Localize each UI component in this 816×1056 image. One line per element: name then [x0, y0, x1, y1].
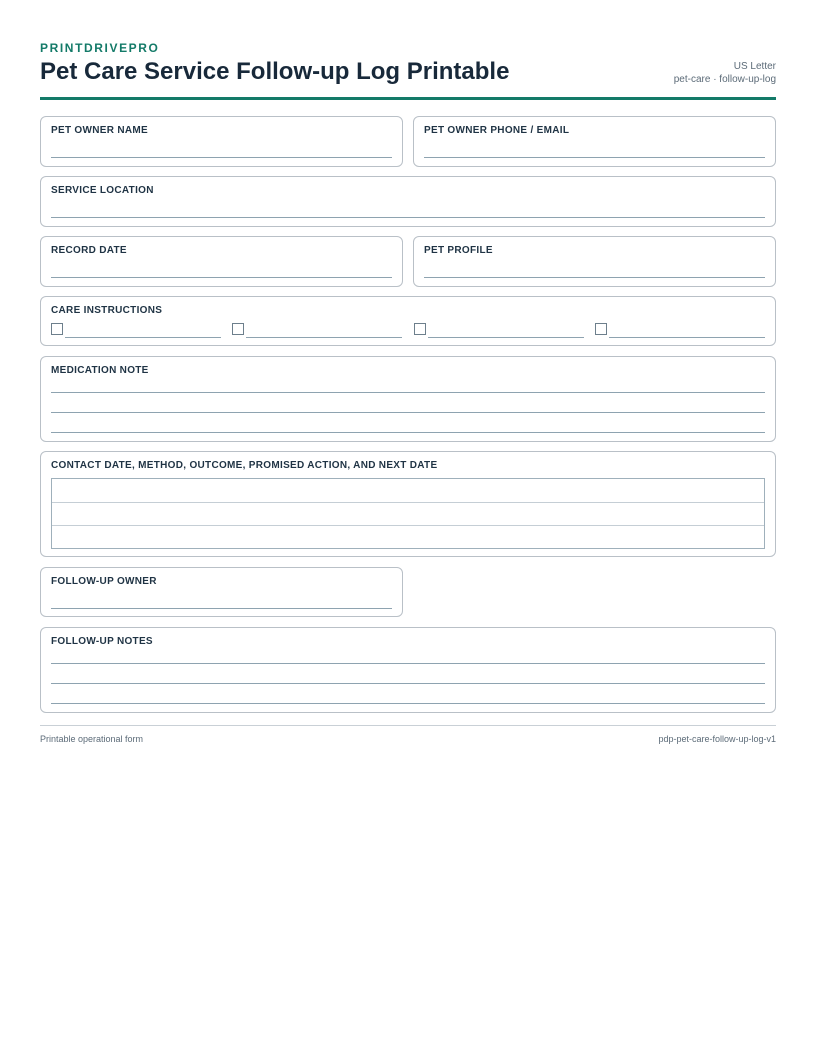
owner-name-write-line[interactable]: [51, 157, 392, 158]
contact-log-row-divider-1: [52, 502, 764, 503]
footer-form-id: pdp-pet-care-follow-up-log-v1: [658, 734, 776, 744]
brand-logo-text: PRINTDRIVEPRO: [40, 41, 160, 55]
care-checkbox-3[interactable]: [414, 323, 426, 335]
followup-notes-line-3[interactable]: [51, 703, 765, 704]
care-item-line-4[interactable]: [609, 337, 765, 338]
contact-log-section: [40, 451, 776, 557]
record-date-field[interactable]: [40, 236, 403, 287]
owner-contact-write-line[interactable]: [424, 157, 765, 158]
footer-rule: [40, 725, 776, 726]
care-instructions-label: CARE INSTRUCTIONS: [51, 305, 163, 316]
record-date-label: RECORD DATE: [51, 245, 127, 256]
contact-log-row-divider-2: [52, 525, 764, 526]
care-checkbox-2[interactable]: [232, 323, 244, 335]
pet-profile-write-line[interactable]: [424, 277, 765, 278]
pet-profile-field[interactable]: [413, 236, 776, 287]
header-rule: [40, 97, 776, 100]
medication-note-line-2[interactable]: [51, 412, 765, 413]
owner-name-field[interactable]: [40, 116, 403, 167]
record-date-write-line[interactable]: [51, 277, 392, 278]
care-item-line-2[interactable]: [246, 337, 402, 338]
service-location-write-line[interactable]: [51, 217, 765, 218]
care-checkbox-1[interactable]: [51, 323, 63, 335]
footer-left-text: Printable operational form: [40, 734, 144, 744]
followup-owner-label: FOLLOW-UP OWNER: [51, 576, 157, 587]
medication-note-line-3[interactable]: [51, 432, 765, 433]
followup-owner-field[interactable]: [40, 567, 403, 617]
service-location-label: SERVICE LOCATION: [51, 185, 154, 196]
care-item-line-3[interactable]: [428, 337, 584, 338]
medication-note-label: MEDICATION NOTE: [51, 365, 149, 376]
page-title: Pet Care Service Follow-up Log Printable: [40, 58, 510, 85]
paper-size-label: US Letter: [733, 61, 776, 72]
owner-contact-field[interactable]: [413, 116, 776, 167]
care-checkbox-4[interactable]: [595, 323, 607, 335]
followup-notes-label: FOLLOW-UP NOTES: [51, 636, 153, 647]
medication-note-field[interactable]: [40, 356, 776, 442]
page-meta: [674, 60, 776, 86]
followup-notes-line-2[interactable]: [51, 683, 765, 684]
care-item-line-1[interactable]: [65, 337, 221, 338]
followup-notes-field[interactable]: [40, 627, 776, 713]
service-location-field[interactable]: [40, 176, 776, 227]
contact-log-table: [51, 478, 765, 549]
owner-name-label: PET OWNER NAME: [51, 125, 148, 136]
pet-profile-label: PET PROFILE: [424, 245, 493, 256]
followup-owner-write-line[interactable]: [51, 608, 392, 609]
tags-label: pet-care · follow-up-log: [673, 74, 776, 85]
contact-log-label: CONTACT DATE, METHOD, OUTCOME, PROMISED ACTION, AND NEXT DATE: [51, 460, 438, 471]
owner-contact-label: PET OWNER PHONE / EMAIL: [424, 125, 570, 136]
care-instructions-field: [40, 296, 776, 346]
followup-notes-line-1[interactable]: [51, 663, 765, 664]
medication-note-line-1[interactable]: [51, 392, 765, 393]
